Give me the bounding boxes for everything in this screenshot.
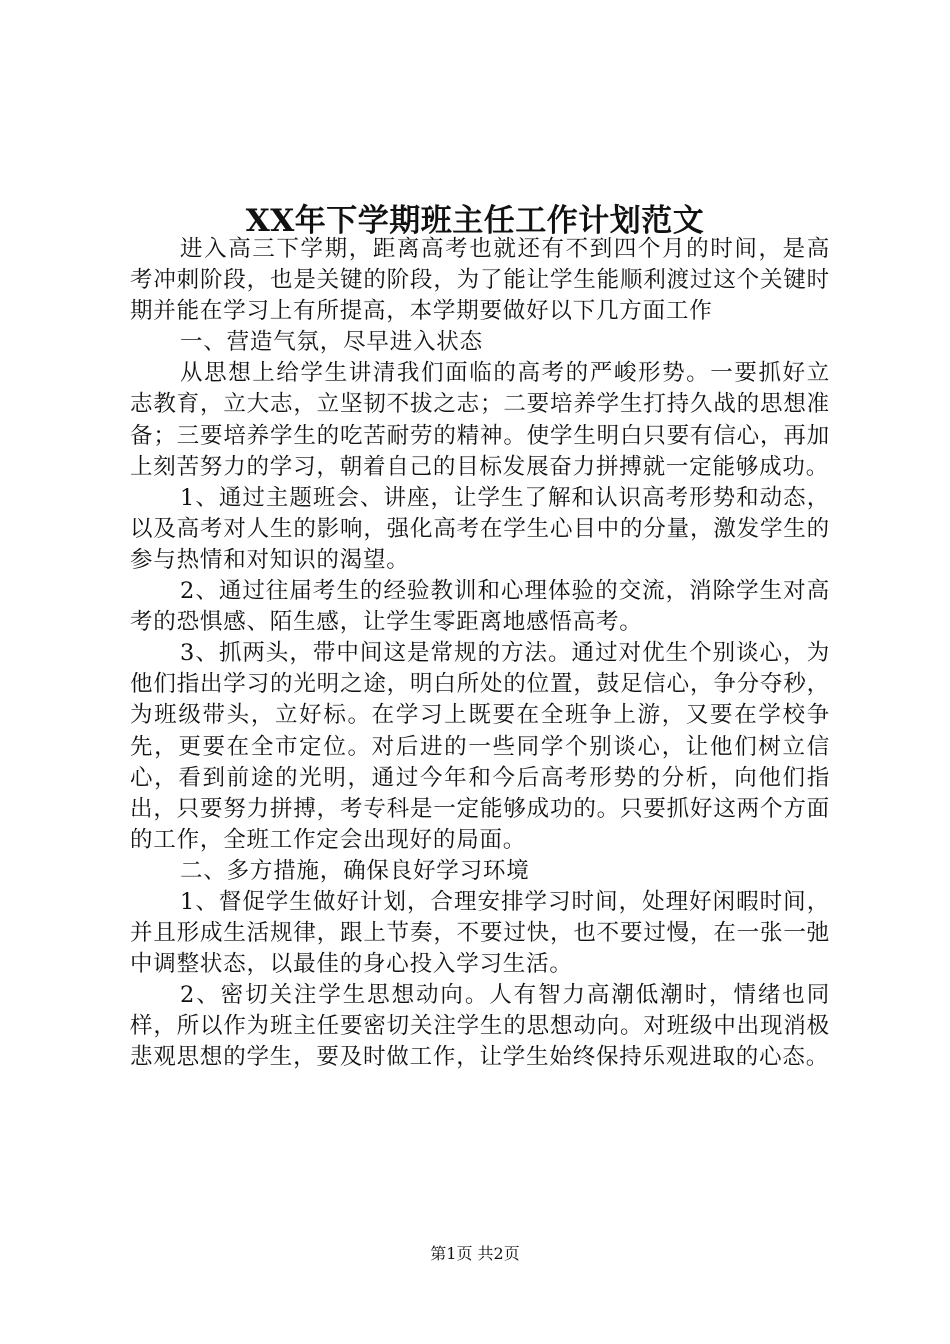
section-heading-2: 二、多方措施，确保良好学习环境 (180, 857, 530, 884)
document-body (130, 234, 830, 1074)
paragraph: 从思想上给学生讲清我们面临的高考的严峻形势。一要抓好立志教育，立大志，立坚韧不拔之志；二要培养学生打持久战的思想准备；三要培养学生的吃苦耐劳的精神。使学生明白只要有信心，再加上刻苦努力的学习，朝着自己的目标发展奋力拼搏就一定能够成功。 (130, 360, 830, 480)
list-item: 3、抓两头，带中间这是常规的方法。通过对优生个别谈心，为他们指出学习的光明之途，明白所处的位置，鼓足信心，争分夺秒，为班级带头，立好标。在学习上既要在全班争上游，又要在学校争先，更要在全市定位。对后进的一些同学个别谈心，让他们树立信心，看到前途的光明，通过今年和今后高考形势的分析，向他们指出，只要努力拼搏，考专科是一定能够成功的。只要抓好这两个方面的工作，全班工作定会出现好的局面。 (130, 640, 830, 853)
list-item: 1、通过主题班会、讲座，让学生了解和认识高考形势和动态，以及高考对人生的影响，强化高考在学生心目中的分量，激发学生的参与热情和对知识的渴望。 (130, 484, 830, 573)
document-title: XX年下学期班主任工作计划范文 (245, 202, 705, 239)
list-item: 1、督促学生做好计划，合理安排学习时间，处理好闲暇时间，并且形成生活规律，跟上节奏，不要过快，也不要过慢，在一张一弛中调整状态，以最佳的身心投入学习生活。 (130, 888, 830, 978)
section-heading-1: 一、营造气氛，尽早进入状态 (180, 329, 483, 356)
page-number-footer: 第1页 共2页 (430, 1244, 520, 1263)
paragraph-intro: 进入高三下学期，距离高考也就还有不到四个月的时间，是高考冲刺阶段，也是关键的阶段，为了能让学生能顺利渡过这个关键时期并能在学习上有所提高，本学期要做好以下几方面工作 (130, 236, 830, 325)
list-item: 2、密切关注学生思想动向。人有智力高潮低潮时，情绪也同样，所以作为班主任要密切关注学生的思想动向。对班级中出现消极悲观思想的学生，要及时做工作，让学生始终保持乐观进取的心态。 (130, 982, 830, 1071)
list-item: 2、通过往届考生的经验教训和心理体验的交流，消除学生对高考的恐惧感、陌生感，让学生零距离地感悟高考。 (130, 578, 830, 636)
